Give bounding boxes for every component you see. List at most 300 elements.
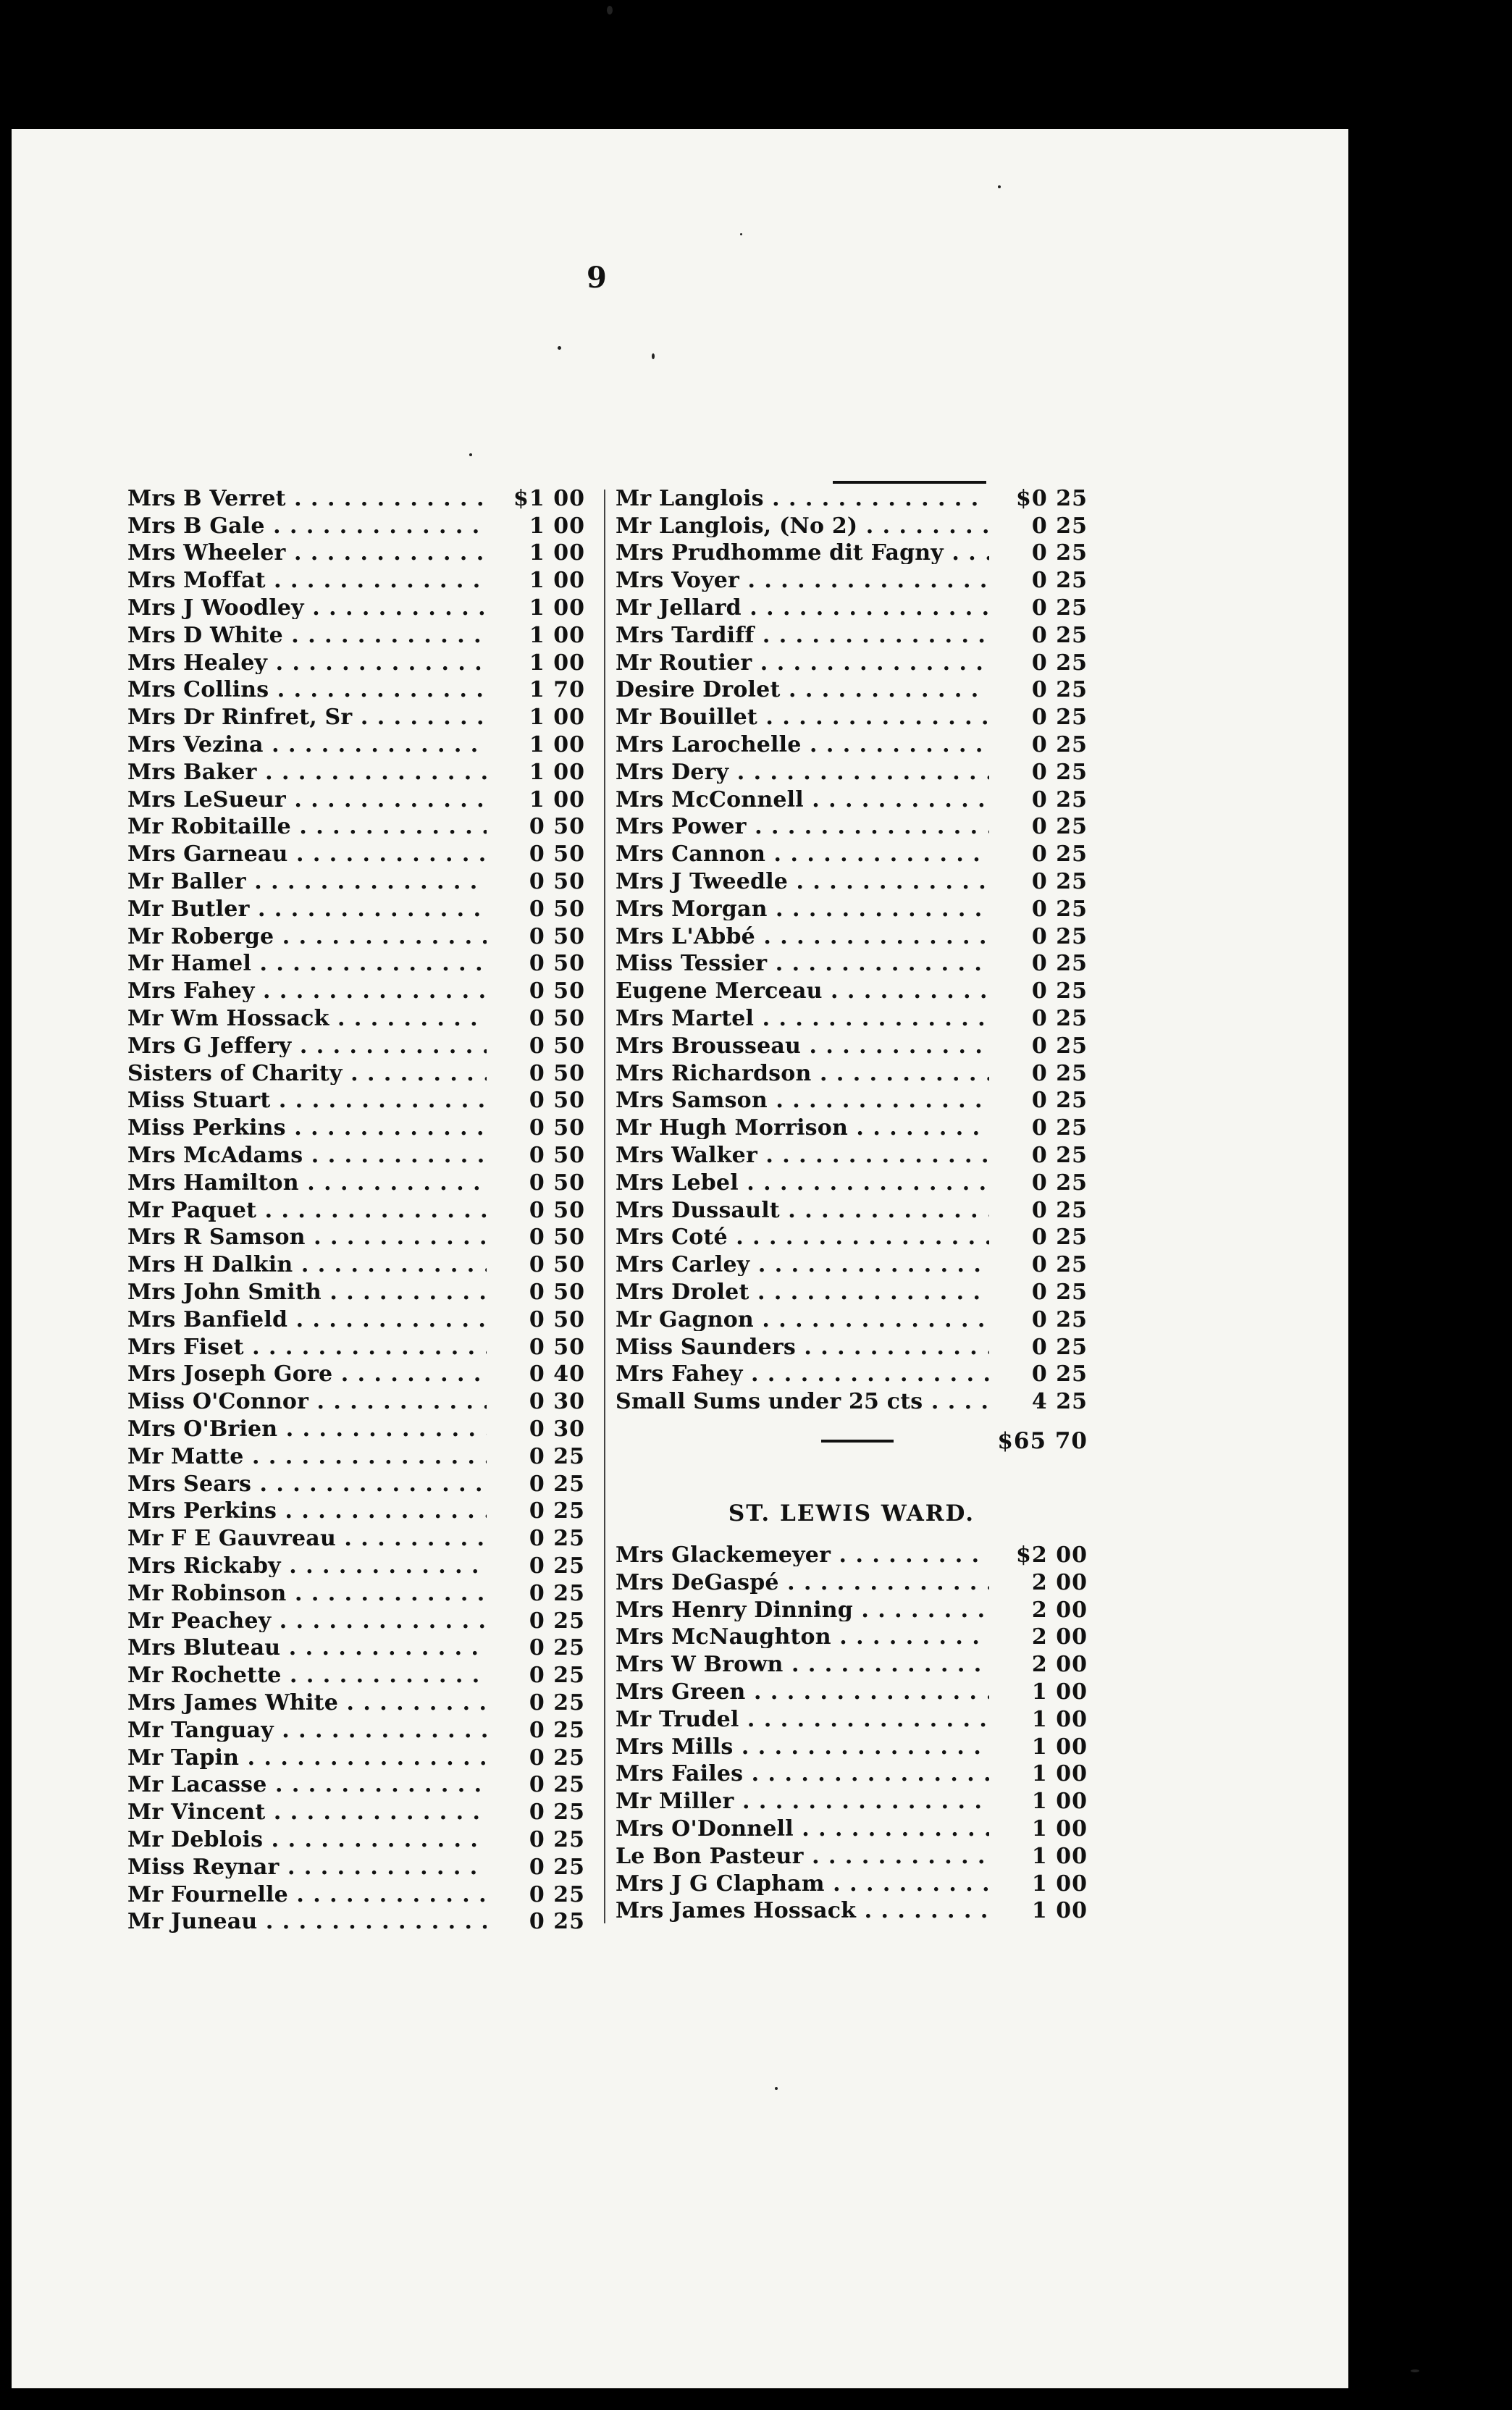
donor-name: Mrs Collins . . .	[127, 679, 487, 701]
list-item	[127, 1744, 585, 1772]
donation-amount: 0 25	[989, 816, 1088, 838]
list-item	[127, 513, 585, 540]
donor-name: Mr Miller . . .	[616, 1791, 989, 1813]
donation-amount: 0 25	[989, 734, 1088, 756]
donation-amount: 0 30	[487, 1391, 585, 1413]
donation-amount: 1 00	[989, 1900, 1088, 1922]
list-item	[616, 814, 1088, 841]
donation-amount: 1 00	[487, 625, 585, 647]
donor-name: Mrs Glackemeyer . . .	[616, 1545, 989, 1566]
speck	[652, 353, 655, 359]
speck	[775, 2087, 778, 2090]
donor-name: Mrs Green . . .	[616, 1681, 989, 1703]
donation-amount: 1 00	[989, 1791, 1088, 1813]
donation-amount: 1 00	[487, 734, 585, 756]
list-item	[616, 1706, 1088, 1734]
donor-name: Mrs Samson . . .	[616, 1090, 989, 1112]
donor-name: Mr Fournelle . . .	[127, 1884, 487, 1906]
donation-amount: 0 50	[487, 1200, 585, 1222]
list-item	[616, 1142, 1088, 1170]
donor-name: Mrs D White . . .	[127, 625, 487, 647]
list-item	[127, 485, 585, 513]
donor-name: Mrs James Hossack . . .	[616, 1900, 989, 1922]
list-item	[616, 650, 1088, 677]
list-item	[616, 1114, 1088, 1142]
donation-amount: $1 00	[487, 488, 585, 510]
donor-name: Mrs Cannon . . .	[616, 844, 989, 865]
donation-amount: 0 25	[487, 1528, 585, 1550]
list-item	[127, 1251, 585, 1279]
donation-amount: 1 00	[487, 789, 585, 811]
donor-name: Mrs L'Abbé . . .	[616, 926, 989, 948]
donor-name: Mrs B Verret . . .	[127, 488, 487, 510]
donation-amount: 2 00	[989, 1654, 1088, 1676]
donor-name: Mrs Walker . . .	[616, 1145, 989, 1167]
total-amount: $65 70	[997, 1428, 1088, 1455]
donation-amount: 0 25	[487, 1637, 585, 1659]
list-item	[616, 1005, 1088, 1033]
donation-amount: 0 25	[989, 1364, 1088, 1385]
donation-amount: 0 25	[487, 1857, 585, 1878]
list-item	[127, 786, 585, 814]
donation-amount: 0 25	[487, 1720, 585, 1742]
list-item	[616, 1624, 1088, 1651]
donation-amount: 0 25	[989, 953, 1088, 975]
donor-name: Le Bon Pasteur . . .	[616, 1846, 989, 1868]
donor-name: Mr Roberge . . .	[127, 926, 487, 948]
donation-amount: 1 00	[487, 516, 585, 537]
list-item	[616, 485, 1088, 513]
donation-amount: $0 25	[989, 488, 1088, 510]
donor-name: Mrs Baker . . .	[127, 762, 487, 784]
list-item	[127, 1279, 585, 1306]
donation-amount: 1 70	[487, 679, 585, 701]
donor-name: Mrs Dussault . . .	[616, 1200, 989, 1222]
donation-amount: 0 50	[487, 926, 585, 948]
donation-amount: 0 25	[989, 789, 1088, 811]
list-item	[127, 1443, 585, 1471]
list-item	[616, 1060, 1088, 1088]
list-item	[127, 1471, 585, 1498]
list-item	[616, 1033, 1088, 1060]
donor-name: Mr Matte . . .	[127, 1446, 487, 1468]
list-item	[127, 1553, 585, 1580]
list-item	[127, 1416, 585, 1443]
donor-name: Mr Langlois, (No 2) . . .	[616, 516, 989, 537]
list-item	[616, 1760, 1088, 1788]
donation-amount: 0 25	[989, 1309, 1088, 1331]
right-column	[616, 485, 1088, 1925]
donor-name: Mr Lacasse . . .	[127, 1774, 487, 1796]
donation-amount: 0 50	[487, 1008, 585, 1030]
donation-amount: 0 50	[487, 1117, 585, 1139]
donation-amount: 0 25	[989, 1227, 1088, 1248]
list-item	[616, 1306, 1088, 1334]
list-item	[616, 1279, 1088, 1306]
donor-name: Mrs Carley . . .	[616, 1254, 989, 1276]
donation-amount: 0 25	[989, 516, 1088, 537]
list-item	[616, 731, 1088, 759]
speck	[469, 453, 472, 456]
donation-amount: 0 50	[487, 1337, 585, 1359]
donation-amount: 0 25	[487, 1555, 585, 1577]
right-column-list	[616, 485, 1088, 1416]
donation-amount: 0 25	[989, 981, 1088, 1002]
donation-amount: 0 50	[487, 844, 585, 865]
list-item	[127, 1033, 585, 1060]
donor-name: Mrs Power . . .	[616, 816, 989, 838]
donor-name: Miss Reynar . . .	[127, 1857, 487, 1878]
donor-name: Mrs Rickaby . . .	[127, 1555, 487, 1577]
list-item	[127, 1498, 585, 1525]
donor-name: Mrs Dr Rinfret, Sr . . .	[127, 707, 487, 729]
donation-amount: 0 25	[989, 1337, 1088, 1359]
donor-name: Mrs Lebel . . .	[616, 1172, 989, 1194]
donation-amount: 0 25	[487, 1583, 585, 1605]
left-column-list	[127, 485, 585, 1936]
donor-name: Mrs LeSueur . . .	[127, 789, 487, 811]
donor-name: Miss Stuart . . .	[127, 1090, 487, 1112]
donation-amount: 0 25	[989, 597, 1088, 619]
donor-name: Mrs Garneau . . .	[127, 844, 487, 865]
donor-name: Mr Bouillet . . .	[616, 707, 989, 729]
donation-amount: 1 00	[487, 762, 585, 784]
donation-amount: 0 25	[989, 844, 1088, 865]
list-item	[616, 1569, 1088, 1597]
list-item	[127, 1306, 585, 1334]
donor-name: Mrs Joseph Gore . . .	[127, 1364, 487, 1385]
list-item	[127, 1662, 585, 1689]
list-item	[127, 1114, 585, 1142]
left-column	[127, 485, 585, 1936]
list-item	[127, 1388, 585, 1416]
list-item	[616, 1843, 1088, 1871]
donation-amount: 0 25	[989, 1172, 1088, 1194]
donation-amount: 0 25	[989, 899, 1088, 920]
donation-amount: 0 50	[487, 1063, 585, 1085]
donor-name: Mrs Vezina . . .	[127, 734, 487, 756]
total-row	[616, 1416, 1088, 1466]
list-item	[616, 951, 1088, 978]
list-item	[127, 1170, 585, 1197]
donor-name: Mrs Bluteau . . .	[127, 1637, 487, 1659]
column-divider	[604, 490, 605, 1923]
list-item	[616, 1197, 1088, 1225]
speck	[558, 346, 561, 350]
donor-name: Mrs Moffat . . .	[127, 570, 487, 592]
donor-name: Mr Langlois . . .	[616, 488, 989, 510]
donor-name: Mrs J Woodley . . .	[127, 597, 487, 619]
donation-amount: 0 50	[487, 1036, 585, 1057]
donation-amount: 0 50	[487, 1282, 585, 1303]
donor-name: Mr Wm Hossack . . .	[127, 1008, 487, 1030]
donor-name: Mrs Perkins . . .	[127, 1500, 487, 1522]
list-item	[616, 567, 1088, 595]
total-rule	[821, 1440, 894, 1443]
donation-amount: 1 00	[989, 1709, 1088, 1731]
donation-amount: 0 25	[487, 1611, 585, 1632]
donation-amount: 0 25	[989, 679, 1088, 701]
donor-name: Mr Vincent . . .	[127, 1802, 487, 1823]
donation-amount: 2 00	[989, 1572, 1088, 1594]
donor-name: Mr Rochette . . .	[127, 1665, 487, 1687]
section-heading: ST. LEWIS WARD.	[728, 1500, 975, 1527]
donation-amount: 0 25	[989, 1063, 1088, 1085]
donor-name: Mr Routier . . .	[616, 652, 989, 674]
list-item	[127, 1881, 585, 1909]
list-item	[127, 868, 585, 896]
donation-amount: 0 25	[487, 1911, 585, 1933]
list-item	[616, 1788, 1088, 1815]
list-item	[616, 759, 1088, 786]
list-item	[616, 1088, 1088, 1115]
donation-amount: 1 00	[989, 1818, 1088, 1840]
donor-name: Mrs Healey . . .	[127, 652, 487, 674]
list-item	[616, 622, 1088, 650]
st-lewis-ward-list	[616, 1542, 1088, 1925]
donation-amount: 2 00	[989, 1626, 1088, 1648]
donation-amount: 0 25	[487, 1829, 585, 1851]
list-item	[127, 1197, 585, 1225]
donation-amount: 1 00	[487, 652, 585, 674]
donation-amount: $2 00	[989, 1545, 1088, 1566]
donor-name: Mrs R Samson . . .	[127, 1227, 487, 1248]
donor-name: Mrs G Jeffery . . .	[127, 1036, 487, 1057]
donor-name: Mr Tanguay . . .	[127, 1720, 487, 1742]
donor-name: Mrs Richardson . . .	[616, 1063, 989, 1085]
donor-name: Mrs James White . . .	[127, 1692, 487, 1714]
donation-amount: 0 50	[487, 1227, 585, 1248]
list-item	[616, 786, 1088, 814]
donor-name: Mrs McConnell . . .	[616, 789, 989, 811]
donor-name: Mr Baller . . .	[127, 871, 487, 893]
list-item	[616, 1334, 1088, 1361]
donor-name: Miss Perkins . . .	[127, 1117, 487, 1139]
list-item	[127, 1771, 585, 1799]
donor-name: Mrs B Gale . . .	[127, 516, 487, 537]
list-item	[127, 622, 585, 650]
donor-name: Mrs Larochelle . . .	[616, 734, 989, 756]
list-item	[616, 1651, 1088, 1679]
donation-amount: 0 50	[487, 816, 585, 838]
donor-name: Mrs McNaughton . . .	[616, 1626, 989, 1648]
list-item	[616, 1597, 1088, 1624]
donor-name: Mr F E Gauvreau . . .	[127, 1528, 487, 1550]
donation-amount: 0 25	[989, 652, 1088, 674]
list-item	[127, 1361, 585, 1389]
list-item	[616, 1897, 1088, 1925]
donation-amount: 0 25	[487, 1774, 585, 1796]
donation-amount: 0 25	[487, 1500, 585, 1522]
donation-amount: 0 25	[487, 1665, 585, 1687]
list-item	[127, 1854, 585, 1881]
donation-amount: 0 25	[989, 871, 1088, 893]
donor-name: Mrs Fiset . . .	[127, 1337, 487, 1359]
list-item	[127, 951, 585, 978]
donation-amount: 0 25	[989, 1145, 1088, 1167]
donation-amount: 0 50	[487, 1090, 585, 1112]
donor-name: Mrs John Smith . . .	[127, 1282, 487, 1303]
list-item	[127, 1525, 585, 1553]
list-item	[616, 1542, 1088, 1569]
donation-amount: 0 25	[989, 570, 1088, 592]
donor-name: Mr Juneau . . .	[127, 1911, 487, 1933]
donor-name: Mr Jellard . . .	[616, 597, 989, 619]
donation-amount: 1 00	[487, 542, 585, 564]
donation-amount: 0 25	[487, 1802, 585, 1823]
donor-name: Mrs Banfield . . .	[127, 1309, 487, 1331]
donation-amount: 0 25	[989, 1200, 1088, 1222]
donor-name: Mrs Voyer . . .	[616, 570, 989, 592]
donor-name: Mr Butler . . .	[127, 899, 487, 920]
donor-name: Mrs J Tweedle . . .	[616, 871, 989, 893]
donation-amount: 1 00	[487, 707, 585, 729]
donation-amount: 0 25	[989, 1254, 1088, 1276]
donor-name: Mrs Tardiff . . .	[616, 625, 989, 647]
donor-name: Sisters of Charity . . .	[127, 1063, 487, 1085]
donation-amount: 0 25	[989, 926, 1088, 948]
list-item	[127, 677, 585, 705]
list-item	[616, 1734, 1088, 1761]
donation-amount: 0 25	[487, 1747, 585, 1769]
donation-amount: 0 50	[487, 1309, 585, 1331]
list-item	[616, 704, 1088, 731]
donor-name: Small Sums under 25 cts . . .	[616, 1391, 989, 1413]
donor-name: Mr Deblois . . .	[127, 1829, 487, 1851]
list-item	[127, 1608, 585, 1635]
list-item	[127, 1908, 585, 1936]
list-item	[127, 650, 585, 677]
list-item	[127, 1634, 585, 1662]
list-item	[616, 868, 1088, 896]
list-item	[127, 841, 585, 868]
list-item	[616, 896, 1088, 923]
donor-name: Mrs McAdams . . .	[127, 1145, 487, 1167]
donor-name: Mrs Morgan . . .	[616, 899, 989, 920]
list-item	[616, 841, 1088, 868]
donor-name: Mrs Fahey . . .	[616, 1364, 989, 1385]
list-item	[616, 1679, 1088, 1706]
list-item	[616, 677, 1088, 705]
list-item	[127, 540, 585, 568]
donor-name: Mrs Wheeler . . .	[127, 542, 487, 564]
list-item	[127, 814, 585, 841]
list-item	[616, 1361, 1088, 1389]
donor-name: Mrs Coté . . .	[616, 1227, 989, 1248]
list-item	[127, 595, 585, 622]
donor-name: Mrs W Brown . . .	[616, 1654, 989, 1676]
donor-name: Mrs Mills . . .	[616, 1737, 989, 1758]
donation-amount: 0 25	[487, 1884, 585, 1906]
donation-amount: 1 00	[989, 1681, 1088, 1703]
donation-amount: 0 25	[989, 762, 1088, 784]
list-item	[616, 1871, 1088, 1898]
list-item	[616, 923, 1088, 951]
speck	[740, 233, 742, 235]
donor-name: Mrs Drolet . . .	[616, 1282, 989, 1303]
donor-name: Mr Tapin . . .	[127, 1747, 487, 1769]
donor-name: Mrs Martel . . .	[616, 1008, 989, 1030]
list-item	[616, 595, 1088, 622]
donor-name: Desire Drolet . . .	[616, 679, 989, 701]
donor-name: Miss Saunders . . .	[616, 1337, 989, 1359]
donor-name: Mrs H Dalkin . . .	[127, 1254, 487, 1276]
donor-name: Mr Trudel . . .	[616, 1709, 989, 1731]
donor-name: Mrs J G Clapham . . .	[616, 1873, 989, 1895]
donor-name: Mr Robinson . . .	[127, 1583, 487, 1605]
donation-amount: 0 25	[989, 707, 1088, 729]
list-item	[616, 540, 1088, 568]
donor-name: Mrs Hamilton . . .	[127, 1172, 487, 1194]
donation-amount: 0 50	[487, 953, 585, 975]
list-item	[127, 978, 585, 1005]
list-item	[127, 923, 585, 951]
donation-amount: 1 00	[487, 570, 585, 592]
donor-name: Mr Paquet . . .	[127, 1200, 487, 1222]
donor-name: Mrs Prudhomme dit Fagny . . .	[616, 542, 989, 564]
donation-amount: 0 25	[989, 542, 1088, 564]
donor-name: Mr Robitaille . . .	[127, 816, 487, 838]
donor-name: Miss O'Connor . . .	[127, 1391, 487, 1413]
list-item	[127, 1717, 585, 1744]
list-item	[127, 1799, 585, 1826]
donation-amount: 0 25	[989, 1117, 1088, 1139]
donation-amount: 1 00	[989, 1763, 1088, 1785]
donation-amount: 4 25	[989, 1391, 1088, 1413]
list-item	[127, 1005, 585, 1033]
donor-name: Mrs O'Brien . . .	[127, 1419, 487, 1440]
donation-amount: 1 00	[487, 597, 585, 619]
donor-name: Eugene Merceau . . .	[616, 981, 989, 1002]
donor-name: Mrs Brousseau . . .	[616, 1036, 989, 1057]
speck	[1411, 2369, 1419, 2372]
list-item	[127, 1689, 585, 1717]
list-item	[127, 1060, 585, 1088]
donor-name: Mrs O'Donnell . . .	[616, 1818, 989, 1840]
list-item	[127, 1580, 585, 1608]
list-item	[616, 1815, 1088, 1843]
donation-amount: 0 50	[487, 981, 585, 1002]
list-item	[127, 1142, 585, 1170]
donation-amount: 0 25	[487, 1474, 585, 1495]
donation-amount: 0 25	[989, 1282, 1088, 1303]
list-item	[616, 1251, 1088, 1279]
list-item	[127, 567, 585, 595]
speck	[607, 6, 613, 14]
donation-amount: 0 25	[989, 625, 1088, 647]
donation-amount: 0 25	[989, 1008, 1088, 1030]
donor-name: Mrs Dery . . .	[616, 762, 989, 784]
donor-name: Mrs Failes . . .	[616, 1763, 989, 1785]
donation-amount: 0 50	[487, 1145, 585, 1167]
list-item	[127, 1334, 585, 1361]
donor-name: Mr Peachey . . .	[127, 1611, 487, 1632]
donor-name: Miss Tessier . . .	[616, 953, 989, 975]
page-number: 9	[587, 261, 607, 295]
donor-name: Mr Gagnon . . .	[616, 1309, 989, 1331]
donation-amount: 0 50	[487, 1172, 585, 1194]
speck	[998, 185, 1001, 188]
donation-amount: 1 00	[989, 1846, 1088, 1868]
list-item	[616, 1388, 1088, 1416]
donor-name: Mr Hamel . . .	[127, 953, 487, 975]
list-item	[127, 731, 585, 759]
donor-name: Mrs Fahey . . .	[127, 981, 487, 1002]
donation-amount: 0 25	[989, 1036, 1088, 1057]
donation-amount: 0 30	[487, 1419, 585, 1440]
donation-amount: 2 00	[989, 1600, 1088, 1621]
donation-amount: 0 25	[989, 1090, 1088, 1112]
